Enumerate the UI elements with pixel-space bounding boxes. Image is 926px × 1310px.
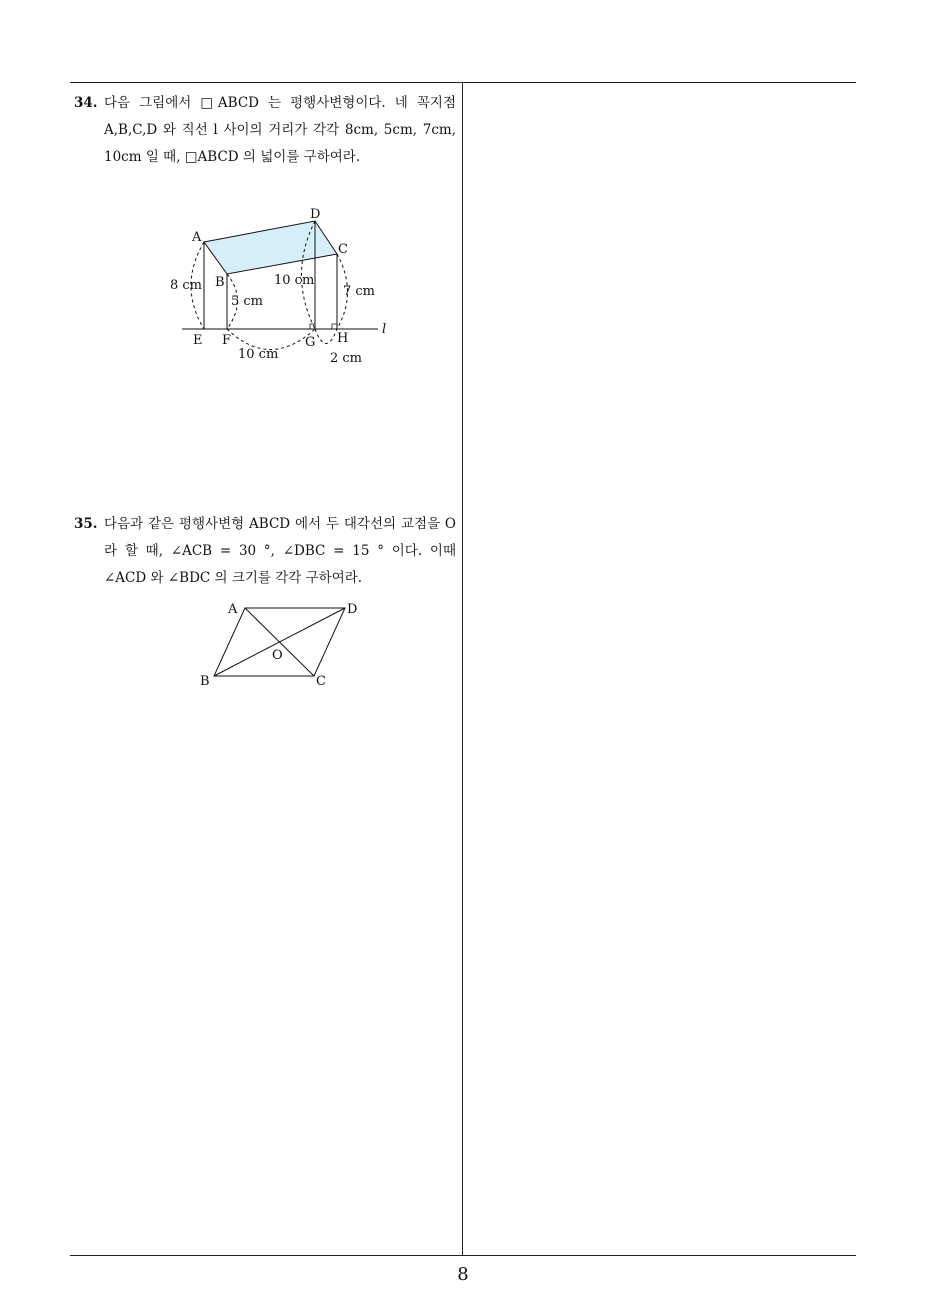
parallelogram-distance-figure — [160, 200, 400, 370]
label-l: l — [382, 322, 387, 337]
label-o: O — [272, 648, 283, 663]
problem-number: 35. — [74, 516, 98, 532]
right-angle-mark-h — [332, 324, 337, 329]
parallelogram-fill — [204, 221, 337, 274]
column-divider — [462, 82, 463, 1256]
problem-35 — [74, 511, 456, 592]
length-10cm-bottom: 10 cm — [238, 347, 279, 362]
label-a: A — [228, 602, 238, 617]
problem-34 — [74, 90, 456, 171]
length-7cm: 7 cm — [343, 284, 376, 299]
label-b: B — [200, 674, 210, 689]
label-h: H — [337, 331, 349, 346]
arc-2cm — [315, 329, 337, 344]
label-e: E — [193, 333, 203, 348]
label-b: B — [215, 275, 225, 290]
label-d: D — [310, 207, 321, 222]
diagonal-bd — [214, 608, 345, 676]
problem-number: 34. — [74, 95, 98, 111]
label-a: A — [192, 230, 202, 245]
label-g: G — [305, 335, 316, 350]
problem-text: 다음 그림에서 □ABCD 는 평행사변형이다. 네 꼭지점 A,B,C,D 와 직선 l 사이의 거리가 각각 8cm, 5cm, 7cm, 10cm 일 때, □ABCD 의 넓이를 구하여라. — [104, 95, 456, 165]
top-rule — [70, 82, 856, 83]
label-d: D — [347, 602, 358, 617]
bottom-rule — [70, 1255, 856, 1256]
length-5cm: 5 cm — [231, 294, 264, 309]
label-c: C — [316, 674, 326, 689]
problem-text: 다음과 같은 평행사변형 ABCD 에서 두 대각선의 교점을 O 라 할 때, ∠ACB = 30 °, ∠DBC = 15 ° 이다. 이때 ∠ACD 와 ∠BDC 의 크기를 각각 구하여라. — [104, 516, 456, 586]
label-f: F — [222, 333, 232, 348]
length-2cm: 2 cm — [330, 351, 363, 366]
length-10cm-vertical: 10 cm — [274, 273, 315, 288]
label-c: C — [338, 242, 348, 257]
page-number: 8 — [457, 1264, 469, 1285]
length-8cm: 8 cm — [170, 278, 203, 293]
parallelogram-diagonals-figure — [190, 595, 380, 695]
